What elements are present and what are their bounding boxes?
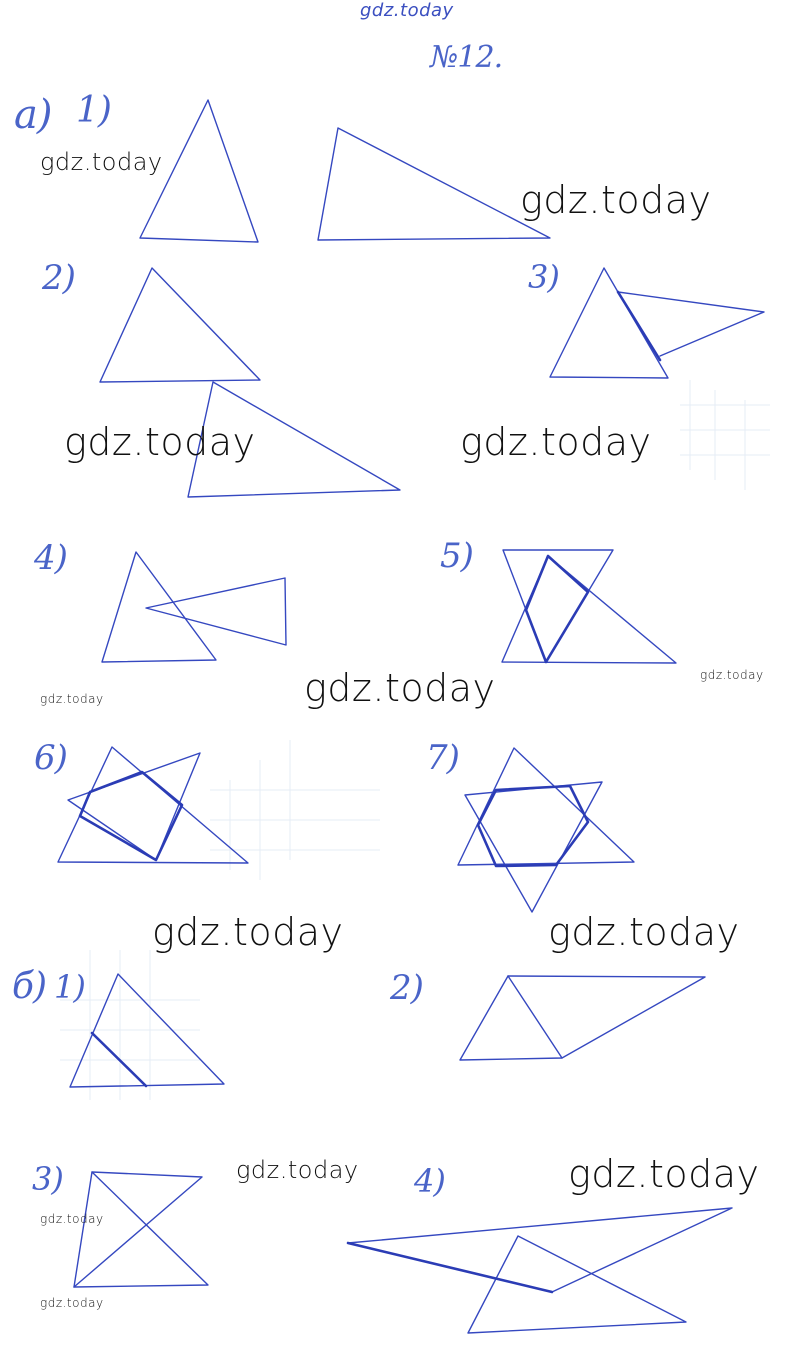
watermark: gdz.today [40,1296,104,1310]
watermark: gdz.today [304,666,496,710]
problem-number: №12. [430,40,503,75]
label-a7: 7) [426,738,459,778]
label-part-a: а) [14,92,52,138]
figure-a6 [58,747,248,863]
watermark: gdz.today [520,178,712,222]
label-b2: 2) [390,968,423,1008]
label-part-b: б) [12,966,47,1007]
figure-a4 [102,552,286,662]
figure-a3 [550,268,764,378]
watermark: gdz.today [40,148,163,176]
watermark: gdz.today [568,1152,760,1196]
label-a4: 4) [34,538,67,578]
watermark: gdz.today [700,668,764,682]
label-b3: 3) [32,1160,63,1198]
figure-a1 [140,100,550,242]
figure-a7 [458,748,634,912]
label-a2: 2) [42,258,75,298]
figure-b4 [348,1208,732,1333]
label-b1: 1) [54,968,85,1006]
watermark: gdz.today [40,692,104,706]
label-a5: 5) [440,536,473,576]
label-b4: 4) [414,1162,445,1200]
watermark: gdz.today [152,910,344,954]
label-a1: 1) [76,90,111,131]
watermark: gdz.today [460,420,652,464]
watermark: gdz.today [548,910,740,954]
site-watermark-top: gdz.today [360,0,454,21]
figure-a5 [502,550,676,663]
label-a3: 3) [528,258,559,296]
label-a6: 6) [34,738,67,778]
figure-b3 [74,1172,208,1287]
figure-b2 [460,976,705,1060]
watermark: gdz.today [236,1156,359,1184]
watermark: gdz.today [64,420,256,464]
watermark: gdz.today [40,1212,104,1226]
